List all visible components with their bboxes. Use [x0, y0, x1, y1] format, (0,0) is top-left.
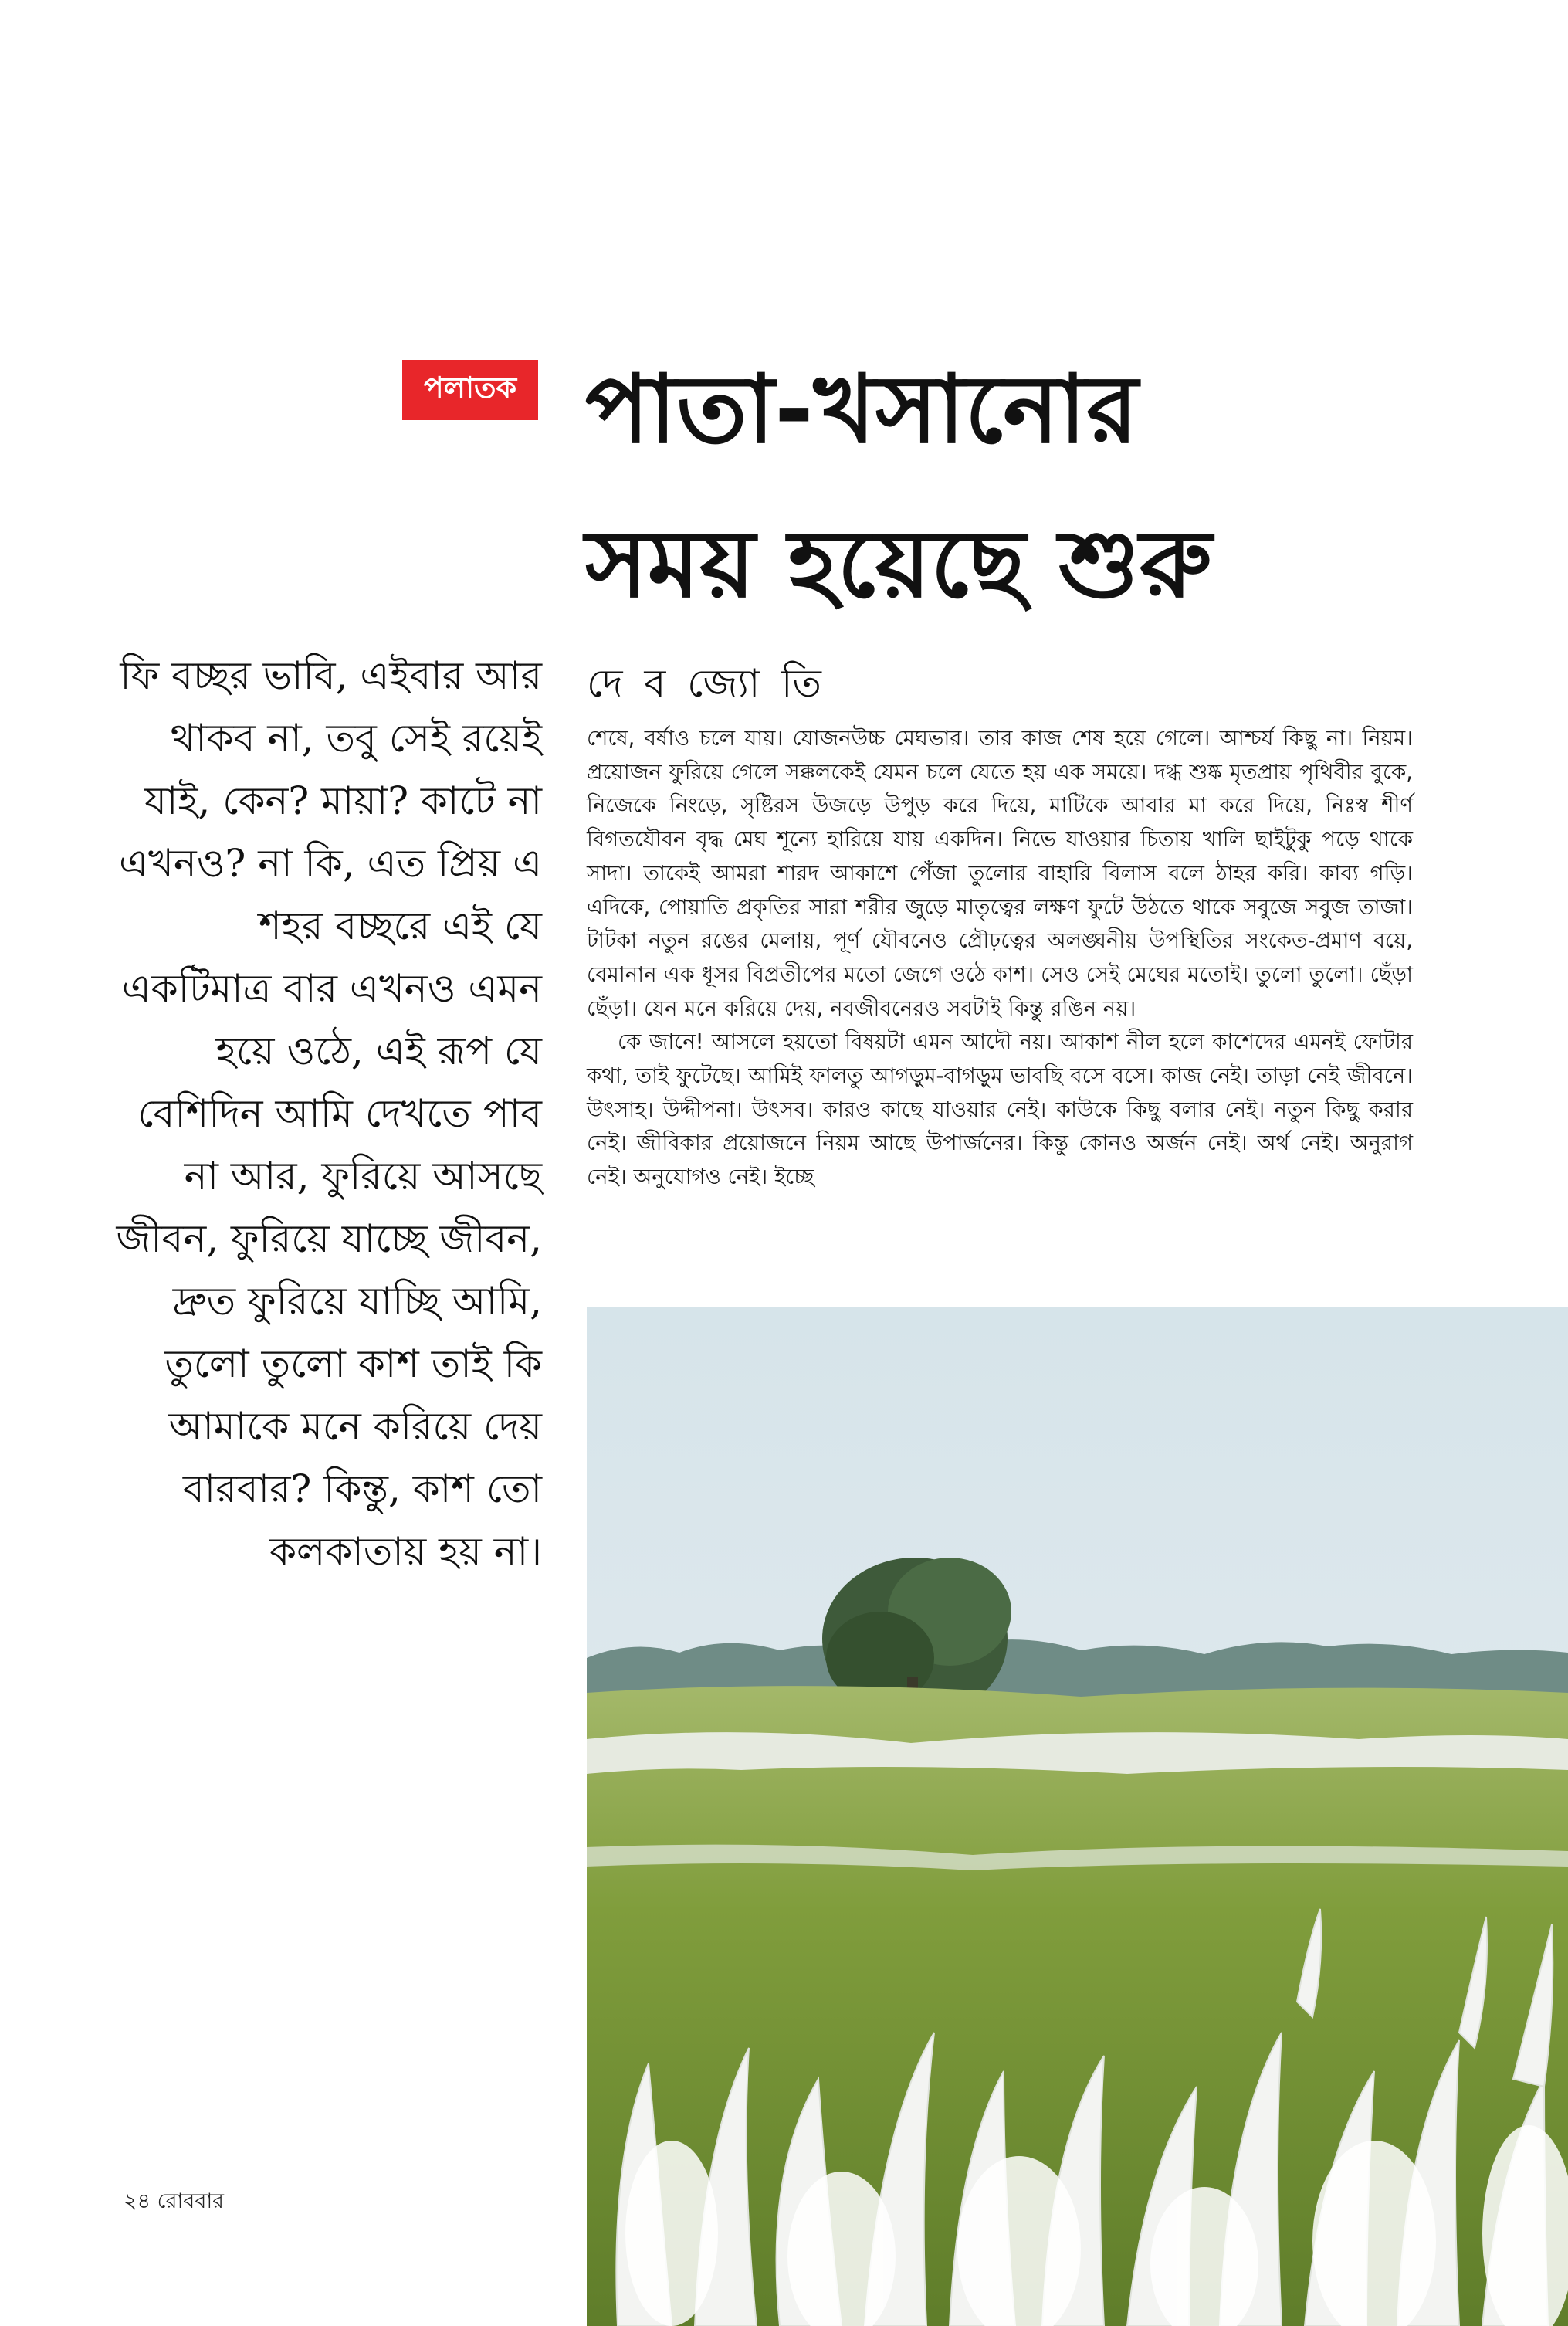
section-tag: পলাতক [402, 360, 538, 420]
byline: দে ব জ্যো তি [587, 661, 826, 706]
headline-line-2: সময় হয়েছে শুরু [585, 509, 1212, 619]
body-paragraph: শেষে, বর্ষাও চলে যায়। যোজনউচ্চ মেঘভার। তার কাজ শেষ হয়ে গেলে। আশ্চর্য কিছু না। নিয়ম। প্রয়োজন ফুরিয়ে গেলে সক্কলকেই যেমন চলে যেতে হয় এক সময়ে। দগ্ধ শুষ্ক মৃতপ্রায় পৃথিবীর বুকে, নিজেকে নিংড়ে, সৃষ্টিরস উজড়ে উপুড় করে দিয়ে, মাটিকে আবার মা করে দিয়ে, নিঃস্ব শীর্ণ বিগতযৌবন বৃদ্ধ মেঘ শূন্যে হারিয়ে যায় একদিন। নিভে যাওয়ার চিতায় খালি ছাইটুকু পড়ে থাকে সাদা। তাকেই আমরা শারদ আকাশে পেঁজা তুলোর বাহারি বিলাস বলে ঠাহর করি। কাব্য গড়ি। এদিকে, পোয়াতি প্রকৃতির সারা শরীর জুড়ে মাতৃত্বের লক্ষণ ফুটে উঠতে থাকে সবুজে সবুজ তাজা। টাটকা নতুন রঙের মেলায়, পূর্ণ যৌবনেও প্রৌঢ়ত্বের অলঙ্ঘনীয় উপস্থিতির সংকেত-প্রমাণ বয়ে, বেমানান এক ধূসর বিপ্রতীপের মতো জেগে ওঠে কাশ। সেও সেই মেঘের মতোই। তুলো তুলো। ছেঁড়া ছেঁড়া। যেন মনে করিয়ে দেয়, নবজীবনেরও সবটাই কিন্তু রঙিন নয়। [587, 726, 1413, 1021]
headline-line-1: পাতা-খসানোর [585, 354, 1139, 464]
kash-field-illustration [587, 1307, 1568, 2326]
kash-field-photo [587, 1307, 1568, 2326]
pull-quote: ফি বচ্ছর ভাবি, এইবার আর থাকব না, তবু সেই রয়েই যাই, কেন? মায়া? কাটে না এখনও? না কি, এত প্রিয় এ শহর বচ্ছরে এই যে একটিমাত্র বার এখনও এমন হয়ে ওঠে, এই রূপ যে বেশিদিন আমি দেখতে পাব না আর, ফুরিয়ে আসছে জীবন, ফুরিয়ে যাচ্ছে জীবন, দ্রুত ফুরিয়ে যাচ্ছি আমি, তুলো তুলো কাশ তাই কি আমাকে মনে করিয়ে দেয় বারবার? কিন্তু, কাশ তো কলকাতায় হয় না। [116, 653, 542, 1574]
page-folio: ২৪ রোববার [124, 2189, 225, 2213]
article-body [587, 722, 1413, 1195]
body-paragraph: কে জানে! আসলে হয়তো বিষয়টা এমন আদৌ নয়। আকাশ নীল হলে কাশেদের এমনই ফোটার কথা, তাই ফুটেছে। আমিই ফালতু আগড়ুম-বাগড়ুম ভাবছি বসে বসে। কাজ নেই। তাড়া নেই জীবনে। উৎসাহ। উদ্দীপনা। উৎসব। কারও কাছে যাওয়ার নেই। কাউকে কিছু বলার নেই। নতুন কিছু করার নেই। জীবিকার প্রয়োজনে নিয়ম আছে উপার্জনের। কিন্তু কোনও অর্জন নেই। অর্থ নেই। অনুরাগ নেই। অনুযোগও নেই। ইচ্ছে [587, 1029, 1413, 1190]
headline [585, 332, 1543, 641]
